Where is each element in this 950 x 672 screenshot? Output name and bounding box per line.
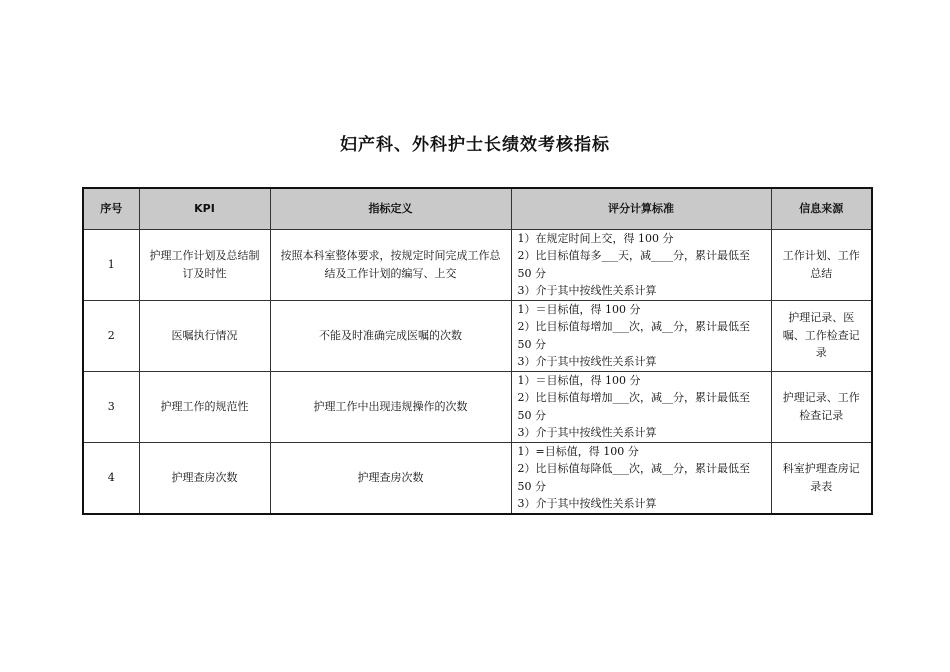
header-source: 信息来源 [771, 188, 872, 229]
criteria-line: 1）在规定时间上交，得 100 分 [517, 231, 674, 245]
criteria-line: 2）比目标值每降低___次，减__分，累计最低至 50 分 [517, 462, 750, 493]
criteria-line: 1）＝目标值，得 100 分 [517, 302, 641, 316]
cell-criteria [511, 229, 771, 300]
header-criteria: 评分计算标准 [511, 188, 771, 229]
cell-seq: 2 [83, 300, 139, 371]
criteria-line: 1）=目标值，得 100 分 [517, 444, 639, 458]
criteria-line: 1）＝目标值，得 100 分 [517, 373, 641, 387]
cell-criteria [511, 300, 771, 371]
criteria-line: 3）介于其中按线性关系计算 [517, 497, 657, 510]
cell-kpi: 护理查房次数 [139, 442, 270, 514]
table-header-row [83, 188, 872, 229]
cell-criteria [511, 371, 771, 442]
header-seq: 序号 [83, 188, 139, 229]
cell-seq: 4 [83, 442, 139, 514]
kpi-table [82, 187, 873, 515]
table-row [83, 229, 872, 300]
table-row [83, 371, 872, 442]
cell-definition: 不能及时准确完成医嘱的次数 [270, 300, 511, 371]
cell-seq: 3 [83, 371, 139, 442]
criteria-line: 3）介于其中按线性关系计算 [517, 284, 657, 297]
criteria-line: 3）介于其中按线性关系计算 [517, 426, 657, 439]
cell-kpi: 医嘱执行情况 [139, 300, 270, 371]
document-title: 妇产科、外科护士长绩效考核指标 [340, 135, 610, 155]
cell-criteria [511, 442, 771, 514]
header-kpi: KPI [139, 188, 270, 229]
cell-seq: 1 [83, 229, 139, 300]
cell-source: 工作计划、工作总结 [771, 229, 872, 300]
criteria-line: 2）比目标值每增加___次，减__分，累计最低至 50 分 [517, 320, 750, 351]
criteria-line: 2）比目标值每增加___次，减__分，累计最低至 50 分 [517, 391, 750, 422]
table-row [83, 300, 872, 371]
table-row [83, 442, 872, 514]
cell-source: 护理记录、医嘱、工作检查记录 [771, 300, 872, 371]
criteria-line: 2）比目标值每多___天，减____分，累计最低至 50 分 [517, 249, 750, 280]
cell-definition: 护理工作中出现违规操作的次数 [270, 371, 511, 442]
cell-definition: 护理查房次数 [270, 442, 511, 514]
cell-kpi: 护理工作计划及总结制订及时性 [139, 229, 270, 300]
header-definition: 指标定义 [270, 188, 511, 229]
cell-kpi: 护理工作的规范性 [139, 371, 270, 442]
cell-source: 科室护理查房记录表 [771, 442, 872, 514]
criteria-line: 3）介于其中按线性关系计算 [517, 355, 657, 368]
cell-definition: 按照本科室整体要求，按规定时间完成工作总结及工作计划的编写、上交 [270, 229, 511, 300]
cell-source: 护理记录、工作检查记录 [771, 371, 872, 442]
